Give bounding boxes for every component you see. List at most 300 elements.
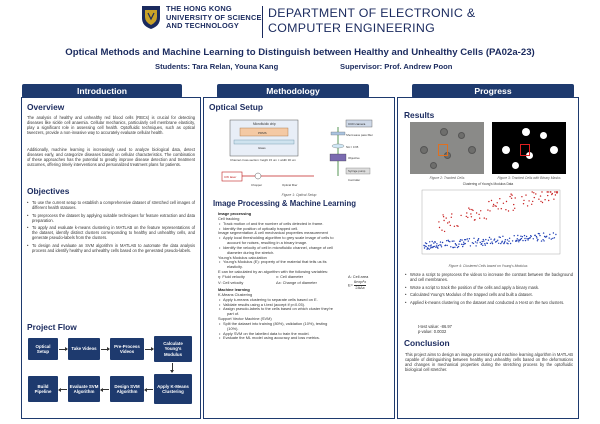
- university-name: [166, 5, 262, 31]
- chart-point: [443, 220, 444, 221]
- chart-point: [451, 217, 452, 218]
- method-line: account for noises, resulting in a binary image.: [227, 240, 308, 246]
- method-line: • Identify the velocity of cell in microfluidic channel, change of cell: [218, 246, 390, 251]
- chart-point: [488, 201, 489, 202]
- filter-shape: [331, 132, 345, 135]
- chart-point: [462, 246, 463, 247]
- cw-laser-label: CW laser: [224, 175, 237, 179]
- formula-lhs: E=: [348, 282, 353, 288]
- method-line: • Apply k-means clustering to separate cells based on E.: [218, 298, 390, 303]
- chart-point: [500, 237, 501, 238]
- chart-point: [477, 239, 478, 240]
- chart-point: [442, 242, 443, 243]
- supervisor: Supervisor: Prof. Andrew Poon: [340, 62, 453, 71]
- chart-point: [478, 214, 479, 215]
- method-line: K-Means Clustering: [218, 291, 253, 297]
- chart-point: [472, 210, 473, 211]
- chart-point: [474, 219, 475, 220]
- chart-point: [502, 241, 503, 242]
- chart-point: [493, 204, 494, 205]
- chart-point: [424, 247, 425, 248]
- chart-point: [498, 243, 499, 244]
- chart-point: [461, 239, 462, 240]
- chart-point: [527, 239, 528, 240]
- chart-point: [528, 200, 529, 201]
- result-item: • Wrote a script to track the position of the cells and apply a binary mask.: [405, 285, 573, 290]
- chart-point: [469, 238, 470, 239]
- chart-point: [508, 241, 509, 242]
- methodology-panel: [203, 97, 395, 419]
- chart-point: [442, 214, 443, 215]
- method-line: • Apply local thresholding algorithm to grey scale image of cells to: [218, 236, 390, 241]
- chart-point: [507, 239, 508, 240]
- chart-point: [525, 194, 526, 195]
- overview-paragraph-2: Additionally, machine learning is increasingly used to analyze biological data, detect diseases early, and categorize diseases based on cellular characteristics. The combination of these approaches has the potential to greatly improve disease detection and treatment outcomes, offering timely interventions and personalized treatment plans for patients.: [27, 147, 195, 168]
- chart-point: [446, 217, 447, 218]
- chart-point: [500, 243, 501, 244]
- chart-point: [515, 197, 516, 198]
- method-line: • Track motion of and the number of cells detected in frame.: [218, 222, 390, 227]
- progress-panel: [397, 97, 579, 419]
- chart-point: [509, 238, 510, 239]
- chart-point: [508, 210, 509, 211]
- controller-label: Controller: [348, 178, 361, 182]
- chart-point: [492, 206, 493, 207]
- chart-point: [485, 239, 486, 240]
- formula-numerator: 6πηv²x: [353, 278, 367, 284]
- optical-setup-diagram: [218, 114, 386, 192]
- chart-title: Clustering of Young's Modulus Data: [462, 182, 514, 186]
- figure-1-caption: Figure 1: Optical Setup: [281, 193, 317, 197]
- chart-point: [453, 240, 454, 241]
- chart-point: [525, 240, 526, 241]
- chart-point: [517, 235, 518, 236]
- chart-point: [533, 238, 534, 239]
- cell-blob: [420, 146, 428, 154]
- chart-point: [530, 237, 531, 238]
- chart-point: [507, 243, 508, 244]
- chopper-label: Chopper: [251, 183, 263, 187]
- chart-point: [454, 226, 455, 227]
- cell-blob: [468, 146, 476, 154]
- objective-item: • To apply and evaluate k-means clustering in MATLAB on the feature representations of the dataset, identify distinct clusters corresponding to healthy and unhealthy cells, and generate pseudo-labels from the clusters.: [27, 225, 195, 240]
- chart-point: [470, 245, 471, 246]
- chart-point: [480, 242, 481, 243]
- method-line: E can be calculated by an algorithm with the following variables:: [218, 269, 329, 275]
- chart-point: [469, 209, 470, 210]
- chart-point: [447, 222, 448, 223]
- chart-point: [465, 243, 466, 244]
- chart-point: [517, 238, 518, 239]
- result-item: • Applied k-means clustering on the dataset and conducted a t-test on the two clusters.: [405, 300, 573, 305]
- chart-point: [547, 195, 548, 196]
- chart-point: [481, 243, 482, 244]
- chart-point: [470, 213, 471, 214]
- youngs-modulus-formula: [348, 280, 366, 291]
- objectives-list: [27, 200, 195, 255]
- overview-title: Overview: [27, 102, 65, 112]
- chart-point: [473, 238, 474, 239]
- header-divider: [262, 6, 263, 38]
- chart-point: [550, 191, 551, 192]
- chart-point: [513, 204, 514, 205]
- chart-point: [489, 237, 490, 238]
- fiber-label: Optical fiber: [282, 183, 298, 187]
- chart-point: [476, 212, 477, 213]
- chart-point: [428, 245, 429, 246]
- variable-change-diameter: Δx: Change of diameter: [276, 279, 317, 285]
- chart-point: [520, 236, 521, 237]
- methodology-heading: Methodology: [217, 84, 369, 98]
- chart-point: [497, 202, 498, 203]
- chart-point: [468, 207, 469, 208]
- method-line: Image segmentation & cell mechanical properties measurement: [218, 230, 328, 236]
- university-crest-icon: [140, 4, 162, 30]
- chart-point: [540, 201, 541, 202]
- method-line: diameter during the stretch.: [227, 249, 275, 255]
- chart-point: [536, 236, 537, 237]
- chart-point: [426, 243, 427, 244]
- figure-4-caption: Figure 4: Clustered Cells based on Young's Modulus: [448, 264, 528, 268]
- method-line: • Assign pseudo-labels to the cells based on which cluster they're: [218, 307, 390, 312]
- chart-point: [468, 240, 469, 241]
- flow-step-youngs-modulus: Calculate Young's Modulus: [154, 336, 192, 362]
- chart-point: [504, 242, 505, 243]
- chart-point: [524, 238, 525, 239]
- results-list: [405, 272, 573, 307]
- chart-point: [526, 238, 527, 239]
- chart-point: [447, 245, 448, 246]
- chip-label: Microfluidic chip: [253, 122, 276, 126]
- objective-shape: [330, 154, 346, 161]
- ttest-value: t-test value: -86.97: [418, 324, 452, 329]
- chart-point: [467, 238, 468, 239]
- chart-point: [553, 199, 554, 200]
- chart-point: [485, 245, 486, 246]
- chart-point: [533, 192, 534, 193]
- chart-point: [504, 241, 505, 242]
- chart-point: [465, 239, 466, 240]
- chart-point: [501, 208, 502, 209]
- chart-point: [451, 213, 452, 214]
- chart-point: [522, 236, 523, 237]
- flow-arrow: [59, 389, 67, 390]
- chart-point: [475, 241, 476, 242]
- chart-point: [450, 246, 451, 247]
- method-line: Cell tracking: [218, 215, 240, 221]
- method-line: Young's Modulus calculation: [218, 254, 267, 260]
- channel-label: Channel cross-section: height 15 um × width 30 um: [230, 158, 296, 162]
- department-line-1: DEPARTMENT OF ELECTRONIC &: [268, 6, 476, 20]
- chart-point: [439, 227, 440, 228]
- chart-point: [505, 209, 506, 210]
- chart-point: [436, 245, 437, 246]
- binary-mask-image: [492, 122, 566, 174]
- chart-point: [436, 243, 437, 244]
- flow-arrow: [172, 363, 173, 372]
- chart-point: [443, 216, 444, 217]
- chart-point: [551, 238, 552, 239]
- chart-point: [441, 230, 442, 231]
- conclusion-title: Conclusion: [404, 338, 450, 348]
- result-item: • Calculated Young's Modulus of the trapped cells and built a dataset.: [405, 292, 573, 297]
- department-name: [268, 6, 475, 35]
- flow-arrow: [145, 349, 153, 350]
- chart-point: [497, 240, 498, 241]
- chart-point: [554, 237, 555, 238]
- filter-label: Short-wave pass filter: [346, 133, 373, 137]
- introduction-heading: Introduction: [22, 84, 182, 98]
- chart-point: [513, 210, 514, 211]
- pdms-label: PDMS: [258, 131, 267, 135]
- results-title: Results: [404, 110, 435, 120]
- p-value: p-value: 0.0032: [418, 329, 447, 335]
- chart-point: [460, 215, 461, 216]
- flow-arrow: [145, 389, 153, 390]
- chart-point: [534, 197, 535, 198]
- tracked-cells-image: [410, 122, 484, 174]
- chart-point: [478, 238, 479, 239]
- chart-point: [479, 218, 480, 219]
- chart-point: [503, 203, 504, 204]
- overview-paragraph-1: The analysis of healthy and unhealthy red blood cells (RBCs) is crucial for detecting diseases like sickle cell anaemia. Cellular mechanics, particularly cell membrane elasticity, play a significant role in assessing cell health. Optofluidic techniques, such as optical tweezers, provide a non-invasive way to accurately evaluate cellular health.: [27, 115, 195, 136]
- chart-point: [535, 193, 536, 194]
- poster-title: Optical Methods and Machine Learning to Distinguish between Healthy and Unhealthy Cells (PA02a-23): [65, 47, 535, 58]
- chart-point: [480, 210, 481, 211]
- chart-point: [548, 191, 549, 192]
- department-line-2: COMPUTER ENGINEERING: [268, 20, 436, 35]
- chart-point: [549, 234, 550, 235]
- chart-point: [456, 245, 457, 246]
- chart-point: [526, 236, 527, 237]
- method-line: • Validate results using a t-test (accept if p<0.05).: [218, 303, 390, 308]
- chart-point: [502, 236, 503, 237]
- chart-point: [488, 240, 489, 241]
- chart-point: [496, 241, 497, 242]
- chart-point: [490, 243, 491, 244]
- method-line: Image processing: [218, 211, 252, 216]
- chart-point: [498, 208, 499, 209]
- method-line: Machine learning: [218, 286, 250, 292]
- chart-point: [516, 240, 517, 241]
- chart-point: [509, 196, 510, 197]
- chart-point: [432, 241, 433, 242]
- flow-step-kmeans: Apply K-Means Clustering: [154, 374, 192, 404]
- chart-point: [527, 205, 528, 206]
- chart-point: [537, 239, 538, 240]
- lens-label: NA = 0.65: [346, 145, 359, 149]
- chart-point: [511, 195, 512, 196]
- optical-setup-title: Optical Setup: [209, 102, 263, 112]
- chart-point: [461, 244, 462, 245]
- mask-blob: [512, 162, 519, 169]
- formula-denominator: 2AΔx: [355, 284, 365, 290]
- chart-point: [431, 244, 432, 245]
- chart-point: [541, 240, 542, 241]
- flow-arrow: [101, 389, 109, 390]
- chart-point: [546, 236, 547, 237]
- chart-point: [433, 242, 434, 243]
- chart-point: [557, 191, 558, 192]
- method-line: • Evaluate the ML model using accuracy and loss metrics.: [218, 336, 390, 341]
- glass-layer: [234, 140, 294, 144]
- chart-point: [438, 221, 439, 222]
- chart-point: [483, 240, 484, 241]
- chart-point: [510, 193, 511, 194]
- chart-point: [532, 201, 533, 202]
- chart-point: [542, 202, 543, 203]
- chart-point: [429, 249, 430, 250]
- chart-point: [429, 241, 430, 242]
- chart-point: [471, 216, 472, 217]
- chart-point: [454, 247, 455, 248]
- chart-point: [482, 241, 483, 242]
- chart-point: [514, 235, 515, 236]
- chart-point: [475, 245, 476, 246]
- method-line: part of.: [227, 311, 240, 317]
- chart-point: [523, 203, 524, 204]
- method-line: (10%).: [227, 325, 239, 331]
- chart-point: [458, 246, 459, 247]
- chart-point: [435, 247, 436, 248]
- chart-point: [484, 243, 485, 244]
- chart-point: [549, 237, 550, 238]
- university-line-2: UNIVERSITY OF SCIENCE: [166, 12, 262, 22]
- chart-point: [492, 243, 493, 244]
- variable-cell-diameter: x: Cell diameter: [276, 273, 304, 279]
- chart-point: [532, 191, 533, 192]
- chart-point: [487, 209, 488, 210]
- chart-point: [518, 241, 519, 242]
- variable-fluid-velocity: η: Fluid velocity: [218, 273, 245, 279]
- cell-blob: [430, 162, 437, 169]
- flow-arrow: [101, 349, 109, 350]
- chart-point: [445, 245, 446, 246]
- flow-step-evaluate-svm: Evaluate SVM Algorithm: [68, 376, 100, 402]
- pump-label: Syringe pump: [348, 169, 366, 173]
- chart-point: [538, 199, 539, 200]
- chart-point: [441, 246, 442, 247]
- university-line-1: THE HONG KONG: [166, 4, 232, 13]
- progress-heading: Progress: [412, 84, 574, 98]
- chart-point: [535, 235, 536, 236]
- result-item: • Wrote a script to preprocess the videos to increase the contrast between the background and cell membranes.: [405, 272, 573, 282]
- flow-step-build-pipeline: Build Pipeline: [28, 376, 58, 402]
- poster-header: [0, 0, 600, 48]
- tracking-box: [520, 144, 530, 156]
- figure-3-caption: Figure 3: Tracked Cells with Binary Masks: [497, 176, 561, 180]
- cell-blob: [458, 132, 465, 139]
- chart-point: [543, 232, 544, 233]
- objectives-title: Objectives: [27, 186, 70, 196]
- chart-point: [511, 198, 512, 199]
- chart-point: [467, 217, 468, 218]
- chart-point: [540, 195, 541, 196]
- image-processing-text: [218, 212, 390, 341]
- chart-point: [521, 238, 522, 239]
- introduction-panel: [21, 97, 201, 419]
- chart-point: [491, 241, 492, 242]
- chart-point: [539, 233, 540, 234]
- chart-point: [437, 248, 438, 249]
- chart-point: [453, 247, 454, 248]
- chart-point: [484, 217, 485, 218]
- chart-point: [476, 242, 477, 243]
- chart-point: [449, 241, 450, 242]
- chart-point: [553, 232, 554, 233]
- mask-blob: [550, 146, 558, 154]
- chart-point: [505, 239, 506, 240]
- chart-point: [486, 218, 487, 219]
- chart-point: [489, 210, 490, 211]
- chart-point: [452, 241, 453, 242]
- chart-point: [482, 245, 483, 246]
- chart-point: [555, 234, 556, 235]
- variable-cell-area: A: Cell area: [348, 273, 369, 279]
- chart-point: [522, 240, 523, 241]
- chart-point: [524, 235, 525, 236]
- chart-point: [543, 240, 544, 241]
- flow-step-take-videos: Take Videos: [68, 338, 100, 360]
- method-line: • Apply SVM on the labelled data to train the model.: [218, 332, 390, 337]
- students: Students: Tara Relan, Youna Kang: [155, 62, 279, 71]
- objective-item: • To design and evaluate an SVM algorithm in MATLAB to automate the data analysis process and identify healthy and unhealthy cells based on the generated pseudo-labels.: [27, 243, 195, 253]
- chart-point: [444, 231, 445, 232]
- ttest-results: [418, 324, 452, 335]
- flow-arrow: [59, 349, 67, 350]
- objective-item: • To preprocess the dataset by applying suitable techniques for feature extraction and data preparation.: [27, 213, 195, 223]
- method-line: elasticity.: [227, 264, 243, 270]
- chart-point: [548, 200, 549, 201]
- image-processing-title: Image Processing & Machine Learning: [213, 199, 356, 208]
- chart-point: [458, 243, 459, 244]
- chart-point: [506, 201, 507, 202]
- chart-point: [438, 245, 439, 246]
- mask-blob: [540, 132, 547, 139]
- chart-point: [463, 242, 464, 243]
- chart-point: [460, 239, 461, 240]
- method-line: • Split the dataset into training (80%), validation (10%), testing: [218, 322, 390, 327]
- chart-point: [521, 196, 522, 197]
- chart-point: [552, 238, 553, 239]
- chart-point: [544, 199, 545, 200]
- chart-point: [435, 241, 436, 242]
- glass-label: Glass: [258, 146, 266, 150]
- variable-cell-velocity: V: Cell velocity: [218, 279, 244, 285]
- mask-blob: [502, 146, 510, 154]
- chart-point: [494, 238, 495, 239]
- lens-shape: [332, 144, 344, 148]
- chart-point: [449, 221, 450, 222]
- chart-point: [536, 237, 537, 238]
- chart-point: [450, 225, 451, 226]
- chart-point: [440, 245, 441, 246]
- chart-point: [512, 240, 513, 241]
- chart-point: [473, 243, 474, 244]
- method-line: • Young's Modulus (E): property of the material that tells us its: [218, 260, 390, 265]
- chart-point: [531, 236, 532, 237]
- chart-point: [434, 246, 435, 247]
- chart-point: [514, 208, 515, 209]
- tracking-box: [438, 144, 448, 156]
- chart-point: [490, 239, 491, 240]
- project-flow-title: Project Flow: [27, 322, 77, 332]
- chart-point: [531, 204, 532, 205]
- chart-point: [440, 241, 441, 242]
- chart-point: [542, 239, 543, 240]
- chart-point: [510, 243, 511, 244]
- chart-point: [466, 212, 467, 213]
